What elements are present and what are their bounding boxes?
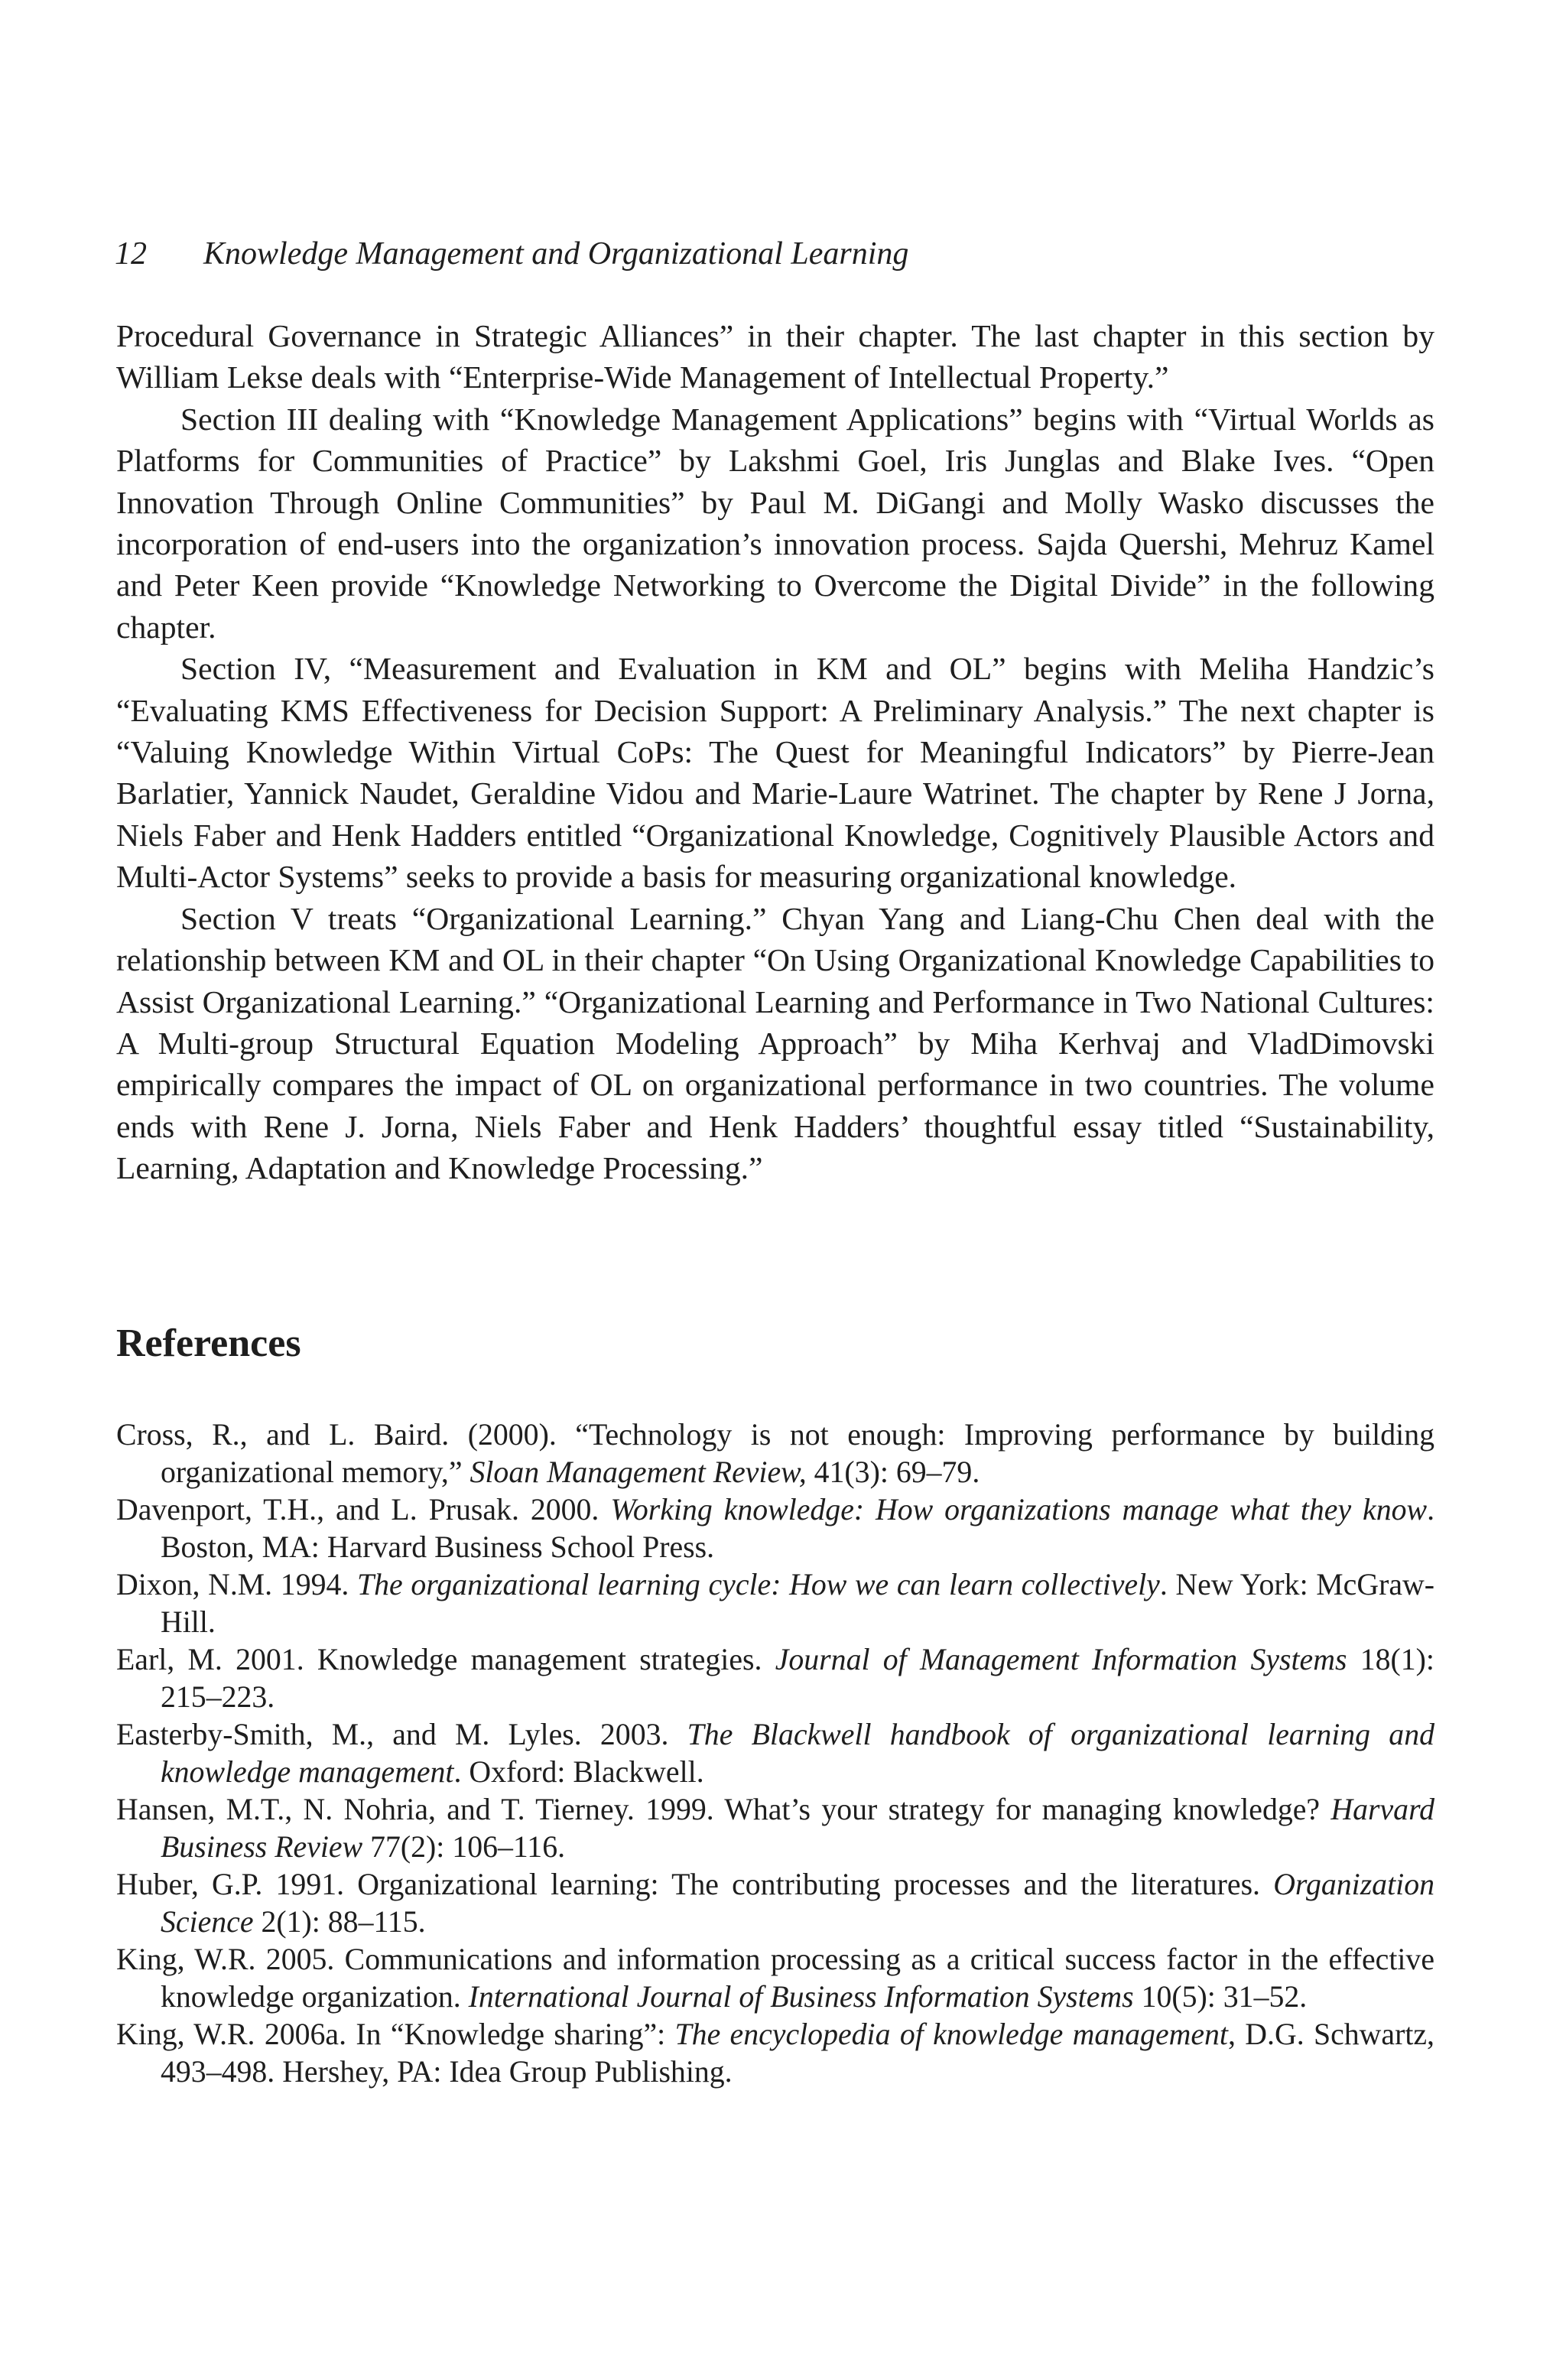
running-head-title: Knowledge Management and Organizational Learning	[203, 236, 909, 271]
paragraph: Section V treats “Organizational Learning.” Chyan Yang and Liang-Chu Chen deal with the relationship between KM and OL in their chapter “On Using Organizational Knowledge Capabilities to Assist Organizational Learning.” “Organizational Learning and Performance in Two National Cultures: A Multi-group Structural Equation Modeling Approach” by Miha Kerhvaj and VladDimovski empirically compares the impact of OL on organizational performance in two countries. The volume ends with Rene J. Jorna, Niels Faber and Henk Hadders’ thoughtful essay titled “Sustainability, Learning, Adaptation and Knowledge Processing.”	[116, 900, 1434, 1186]
reference-item: Davenport, T.H., and L. Prusak. 2000. Working knowledge: How organizations manage what they know. Boston, MA: Harvard Business School Press.	[116, 1493, 1435, 1564]
reference-item: Cross, R., and L. Baird. (2000). “Technology is not enough: Improving performance by building organizational memory,” Sloan Management Review, 41(3): 69–79.	[116, 1418, 1434, 1489]
body-text	[116, 315, 1434, 1189]
reference-item: Huber, G.P. 1991. Organizational learning: The contributing processes and the literatures. Organization Science 2(1): 88–115.	[116, 1868, 1434, 1939]
reference-item: Earl, M. 2001. Knowledge management strategies. Journal of Management Information Systems 18(1): 215–223.	[116, 1643, 1434, 1714]
paragraph: Section III dealing with “Knowledge Management Applications” begins with “Virtual Worlds as Platforms for Communities of Practice” by Lakshmi Goel, Iris Junglas and Blake Ives. “Open Innovation Through Online Communities” by Paul M. DiGangi and Molly Wasko discusses the incorporation of end-users into the organization’s innovation process. Sajda Quershi, Mehruz Kamel and Peter Keen provide “Knowledge Networking to Overcome the Digital Divide” in the following chapter.	[116, 401, 1434, 645]
reference-item: Hansen, M.T., N. Nohria, and T. Tierney. 1999. What’s your strategy for managing knowledge? Harvard Business Review 77(2): 106–116.	[116, 1793, 1434, 1864]
paragraph: Procedural Governance in Strategic Alliances” in their chapter. The last chapter in this section by William Lekse deals with “Enterprise-Wide Management of Intellectual Property.”	[116, 318, 1434, 395]
references-list	[116, 1416, 1434, 2091]
running-head	[115, 231, 908, 277]
reference-item: Easterby-Smith, M., and M. Lyles. 2003. The Blackwell handbook of organizational learning and knowledge management. Oxford: Blackwell.	[116, 1718, 1434, 1789]
page-number: 12	[115, 236, 147, 271]
reference-item: Dixon, N.M. 1994. The organizational learning cycle: How we can learn collectively. New York: McGraw-Hill.	[116, 1568, 1434, 1639]
reference-item: King, W.R. 2006a. In “Knowledge sharing”: The encyclopedia of knowledge management, D.G. Schwartz, 493–498. Hershey, PA: Idea Group Publishing.	[116, 2017, 1434, 2089]
references-heading: References	[116, 1322, 301, 1365]
paragraph: Section IV, “Measurement and Evaluation in KM and OL” begins with Meliha Handzic’s “Evaluating KMS Effectiveness for Decision Support: A Preliminary Analysis.” The next chapter is “Valuing Knowledge Within Virtual CoPs: The Quest for Meaningful Indicators” by Pierre-Jean Barlatier, Yannick Naudet, Geraldine Vidou and Marie-Laure Watrinet. The chapter by Rene J Jorna, Niels Faber and Henk Hadders entitled “Organizational Knowledge, Cognitively Plausible Actors and Multi-Actor Systems” seeks to provide a basis for measuring organizational knowledge.	[116, 651, 1434, 895]
reference-item: King, W.R. 2005. Communications and information processing as a critical success factor in the effective knowledge organization. International Journal of Business Information Systems 10(5): 31–52.	[116, 1943, 1434, 2014]
